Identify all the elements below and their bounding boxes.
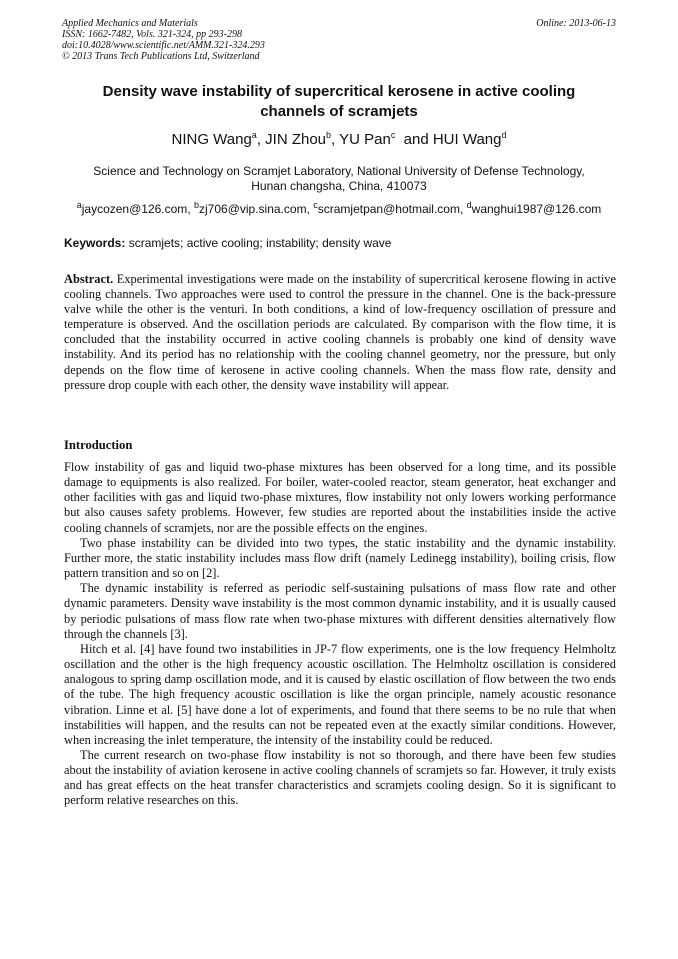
- keywords-label: Keywords:: [64, 236, 126, 250]
- issn-line: ISSN: 1662-7482, Vols. 321-324, pp 293-298: [62, 29, 242, 40]
- title-line-1: Density wave instability of supercritical kerosene in active cooling: [102, 83, 576, 100]
- author-name: JIN Zhou: [265, 131, 327, 148]
- introduction-body: [64, 460, 616, 809]
- paragraph: Hitch et al. [4] have found two instabilities in JP-7 flow experiments, one is the low frequency Helmholtz oscillation and the other is the high frequency acoustic oscillation. The Helmholtz oscillation is considered analogous to spring damp oscillation mode, and it is caused by elastic oscillation of flow between the two ends of the tube. The high frequency acoustic oscillation is like the organ principle, namely acoustic resonance vibration. Linne et al. [5] have done a lot of experiments, and found that there seems to be no rule that when instabilities will happen, and the results can not be repeated even at the exactly similar conditions. However, when increasing the inlet temperature, the intensity of the instability could be reduced.: [64, 641, 616, 747]
- paper-title: [60, 82, 618, 122]
- author-name: NING Wang: [171, 131, 252, 148]
- doi-line: doi:10.4028/www.scientific.net/AMM.321-324.293: [62, 40, 265, 51]
- title-line-2: channels of scramjets: [260, 103, 418, 120]
- author-affil-mark: d: [501, 130, 507, 140]
- author-name: HUI Wang: [432, 131, 502, 148]
- author-affil-mark: a: [251, 130, 257, 140]
- email-mark: d: [466, 200, 472, 210]
- author-separator: and: [395, 131, 433, 148]
- email-address: zj706@vip.sina.com: [199, 202, 307, 216]
- affiliation-line-1: Science and Technology on Scramjet Laboratory, National University of Defense Technology,: [93, 164, 585, 178]
- journal-name: Applied Mechanics and Materials: [62, 18, 198, 29]
- email-mark: a: [76, 200, 82, 210]
- author-separator: ,: [331, 131, 340, 148]
- paragraph: Two phase instability can be divided into two types, the static instability and the dynamic instability. Further more, the static instability includes mass flow drift (namely Ledinegg instability), boiling crisis, flow pattern transition and so on [2].: [64, 535, 616, 581]
- email-mark: c: [313, 200, 318, 210]
- paragraph: Flow instability of gas and liquid two-phase mixtures has been observed for a long time, and its possible damage to equipments is also realized. For boiler, water-cooled reactor, steam generator, heat exchanger and other facilities with gas and liquid two-phase mixtures, flow instability not only lowers working performance but also causes safety problems. However, few studies are reported about the instabilities inside the active cooling channels of scramjets, nor are the possible effects on the engines.: [64, 460, 616, 535]
- abstract-text: Experimental investigations were made on the instability of supercritical kerosene flowing in active cooling channels. Two approaches were used to control the pressure in the channel. One is the back-pressure valve while the other is the venturi. In both conditions, a kind of low-frequency oscillation of pressure and temperature is observed. And the oscillation periods are calculated. By comparison with the flow time, it is concluded that the instability occurred in active cooling channels is probably one kind of density wave instability. And its period has no relationship with the cooling channel geometry, nor the pressure, but only depends on the flow time of kerosene in active cooling channels. When the mass flow rate, density and pressure drop couple with each other, the density wave instability will appear.: [64, 272, 616, 392]
- keywords: [64, 236, 616, 251]
- email-separator: ,: [306, 202, 314, 216]
- affiliation: [60, 164, 618, 194]
- affiliation-line-2: Hunan changsha, China, 410073: [251, 179, 427, 193]
- section-heading-introduction: Introduction: [64, 438, 133, 452]
- abstract: [64, 272, 616, 393]
- author-affil-mark: c: [390, 130, 396, 140]
- keywords-text: scramjets; active cooling; instability; density wave: [125, 236, 392, 250]
- email-list: [60, 202, 618, 217]
- online-date: Online: 2013-06-13: [536, 18, 616, 29]
- paragraph: The dynamic instability is referred as periodic self-sustaining pulsations of mass flow rate and other dynamic parameters. Density wave instability is the most common dynamic instability, and it is usually caused by periodic pulsations of mass flow rate when two-phase mixtures with different densities alternatively flow through the channels [3].: [64, 581, 616, 641]
- author-affil-mark: b: [326, 130, 332, 140]
- author-separator: ,: [256, 131, 266, 148]
- author-list: [60, 130, 618, 150]
- email-address: jaycozen@126.com: [81, 202, 188, 216]
- abstract-label: Abstract.: [64, 272, 114, 286]
- email-separator: ,: [187, 202, 194, 216]
- author-name: YU Pan: [339, 131, 391, 148]
- copyright-line: © 2013 Trans Tech Publications Ltd, Switzerland: [62, 51, 260, 62]
- email-mark: b: [193, 200, 199, 210]
- email-address: scramjetpan@hotmail.com: [317, 202, 460, 216]
- paragraph: The current research on two-phase flow instability is not so thorough, and there have been few studies about the instability of aviation kerosene in active cooling channels of scramjets so far. However, it truly exists and has great effects on the heat transfer characteristics and scramjets cooling design. So it is significant to perform relative researches on this.: [64, 747, 616, 808]
- email-address: wanghui1987@126.com: [471, 202, 602, 216]
- journal-header: [62, 18, 616, 62]
- email-separator: ,: [459, 202, 467, 216]
